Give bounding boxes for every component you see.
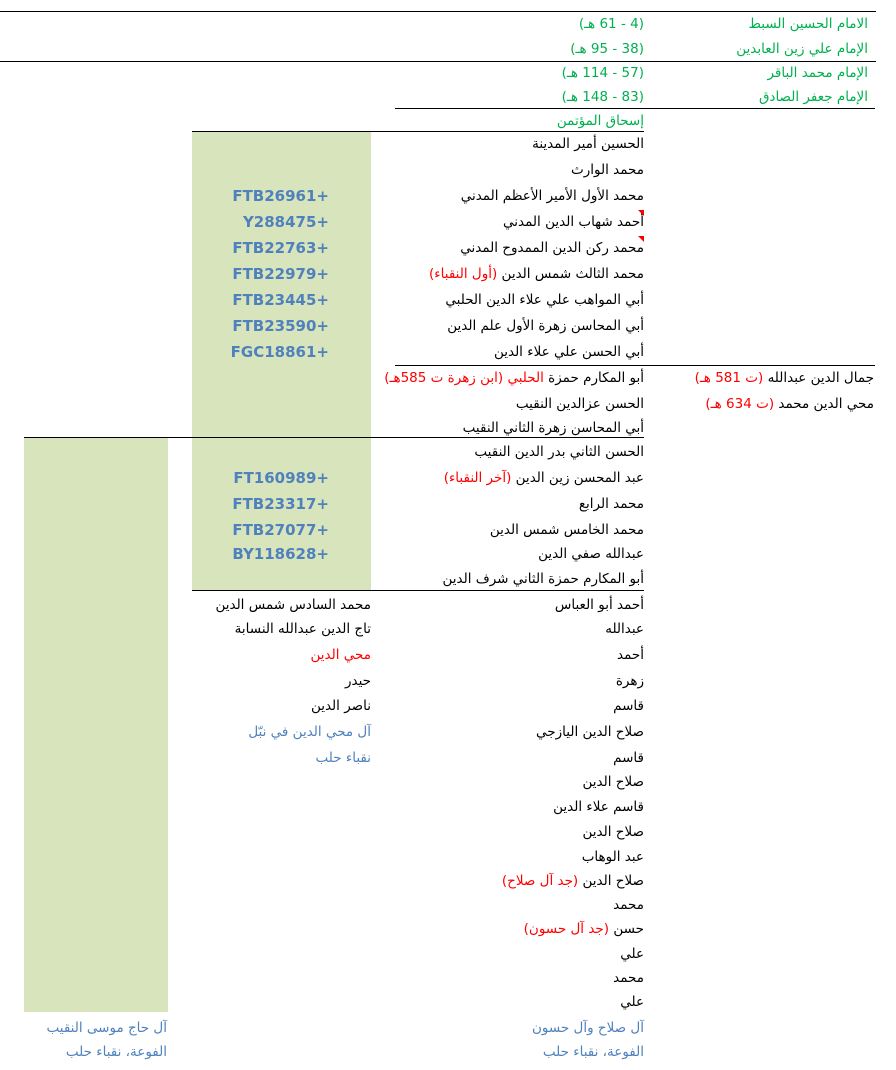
side-branch-name: محي الدين محمد — [778, 396, 874, 412]
branch-member: صلاح الدين — [582, 873, 644, 889]
haplogroup-id: FTB22763+ — [232, 239, 329, 257]
abu-makarim-name: أبو المكارم حمزة — [548, 370, 644, 386]
branch-member: صلاح الدين — [582, 824, 644, 840]
abu-makarim-note: (ابن زهرة ت 585هـ) — [384, 370, 504, 386]
side-branch-name: جمال الدين عبدالله — [767, 370, 874, 386]
branch-footer: آل محي الدين في نبّل — [248, 724, 371, 740]
lineage-name: محمد الخامس شمس الدين — [489, 522, 644, 538]
branch-footer: الفوعة، نقباء حلب — [65, 1044, 167, 1060]
lineage-note: (آخر النقباء) — [443, 470, 512, 486]
rule-top — [0, 11, 876, 12]
side-branch-row — [695, 366, 874, 390]
branch-member: محمد — [613, 970, 644, 986]
side-branch-note: (ت 581 هـ) — [694, 370, 764, 386]
lineage-name: محمد ركن الدين الممدوح المدني — [460, 240, 644, 256]
imam-name: الإمام علي زين العابدين — [736, 41, 868, 57]
branch-member: حسن — [613, 921, 644, 937]
branch-member: أحمد — [617, 647, 644, 663]
branch-member-with-note — [502, 869, 644, 893]
lineage-name: الحسن الثاني بدر الدين النقيب — [474, 444, 644, 460]
lineage-name: الحسين أمير المدينة — [532, 136, 644, 152]
imam-dates: (4 - 61 هـ) — [578, 16, 644, 32]
branch-footer: نقباء حلب — [315, 750, 371, 766]
lineage-name: محمد الوارث — [571, 162, 644, 178]
branch-member: علي — [620, 946, 644, 962]
lineage-name-with-note — [429, 262, 644, 286]
branch-member: علي — [620, 994, 644, 1010]
imam-dates: (38 - 95 هـ) — [570, 41, 644, 57]
lineage-name: الحسن عزالدين النقيب — [515, 396, 644, 412]
lineage-name: محمد الرابع — [578, 496, 644, 512]
lineage-name: أحمد شهاب الدين المدني — [503, 214, 644, 230]
lineage-name: عبدالله صفي الدين — [538, 546, 644, 562]
comment-marker — [638, 210, 644, 216]
haplogroup-id: FGC18861+ — [230, 343, 329, 361]
haplogroup-id: FTB23317+ — [232, 495, 329, 513]
lineage-name: أبو المكارم حمزة الثاني شرف الدين — [442, 571, 644, 587]
left-branch-panel — [24, 437, 168, 1012]
comment-marker — [638, 236, 644, 242]
abu-makarim-halabi: الحلبي — [507, 370, 544, 386]
haplogroup-id: BY118628+ — [232, 545, 329, 563]
lineage-name: أبي المواهب علي علاء الدين الحلبي — [445, 292, 644, 308]
imam-name: الإمام محمد الباقر — [767, 65, 868, 81]
branch-member: محي الدين — [310, 647, 371, 663]
branch-member: قاسم علاء الدين — [553, 799, 644, 815]
side-branch-row — [705, 392, 874, 416]
branch-member: حيدر — [344, 673, 371, 689]
branch-member: عبدالله — [605, 621, 644, 637]
haplogroup-id: FTB23590+ — [232, 317, 329, 335]
lineage-name: أبي المحاسن زهرة الثاني النقيب — [462, 420, 644, 436]
haplogroup-id: FTB27077+ — [232, 521, 329, 539]
haplogroup-id: FTB22979+ — [232, 265, 329, 283]
branch-member: عبد الوهاب — [581, 849, 644, 865]
lineage-name: أبي الحسن علي علاء الدين — [493, 344, 644, 360]
branch-member: قاسم — [613, 698, 644, 714]
lineage-note: (أول النقباء) — [429, 266, 498, 282]
branch-note: (جد آل حسون) — [523, 921, 610, 937]
rule-after-zain — [0, 61, 876, 62]
lineage-name: عبد المحسن زين الدين — [515, 470, 644, 486]
haplogroup-id: FTB23445+ — [232, 291, 329, 309]
side-branch-note: (ت 634 هـ) — [705, 396, 775, 412]
branch-note: (جد آل صلاح) — [501, 873, 579, 889]
branch-member-with-note — [524, 917, 644, 941]
branch-member: أحمد أبو العباس — [554, 597, 644, 613]
branch-member: تاج الدين عبدالله النسابة — [234, 621, 371, 637]
haplogroup-id: FTB26961+ — [232, 187, 329, 205]
haplogroup-id: FT160989+ — [233, 469, 329, 487]
branch-footer: الفوعة، نقباء حلب — [542, 1044, 644, 1060]
imam-dates: (83 - 148 هـ) — [561, 89, 644, 105]
branch-member: ناصر الدين — [310, 698, 371, 714]
branch-member: محمد السادس شمس الدين — [215, 597, 371, 613]
branch-member: قاسم — [613, 750, 644, 766]
ishaq-name: إسحاق المؤتمن — [556, 113, 644, 129]
branch-member: زهرة — [615, 673, 644, 689]
imam-name: الامام الحسين السبط — [748, 16, 868, 32]
imam-dates: (57 - 114 هـ) — [561, 65, 644, 81]
branch-member: محمد — [613, 897, 644, 913]
haplogroup-id: Y288475+ — [242, 213, 329, 231]
imam-name: الإمام جعفر الصادق — [758, 89, 868, 105]
branch-footer: آل حاج موسى النقيب — [46, 1020, 167, 1036]
branch-footer: آل صلاح وآل حسون — [531, 1020, 644, 1036]
abu-makarim-row — [384, 366, 644, 390]
branch-member: صلاح الدين اليازجي — [536, 724, 644, 740]
lineage-name: أبي المحاسن زهرة الأول علم الدين — [447, 318, 644, 334]
lineage-name: محمد الثالث شمس الدين — [501, 266, 644, 282]
lineage-name: محمد الأول الأمير الأعظم المدني — [460, 188, 644, 204]
branch-member: صلاح الدين — [582, 774, 644, 790]
lineage-name-with-note — [444, 466, 644, 490]
